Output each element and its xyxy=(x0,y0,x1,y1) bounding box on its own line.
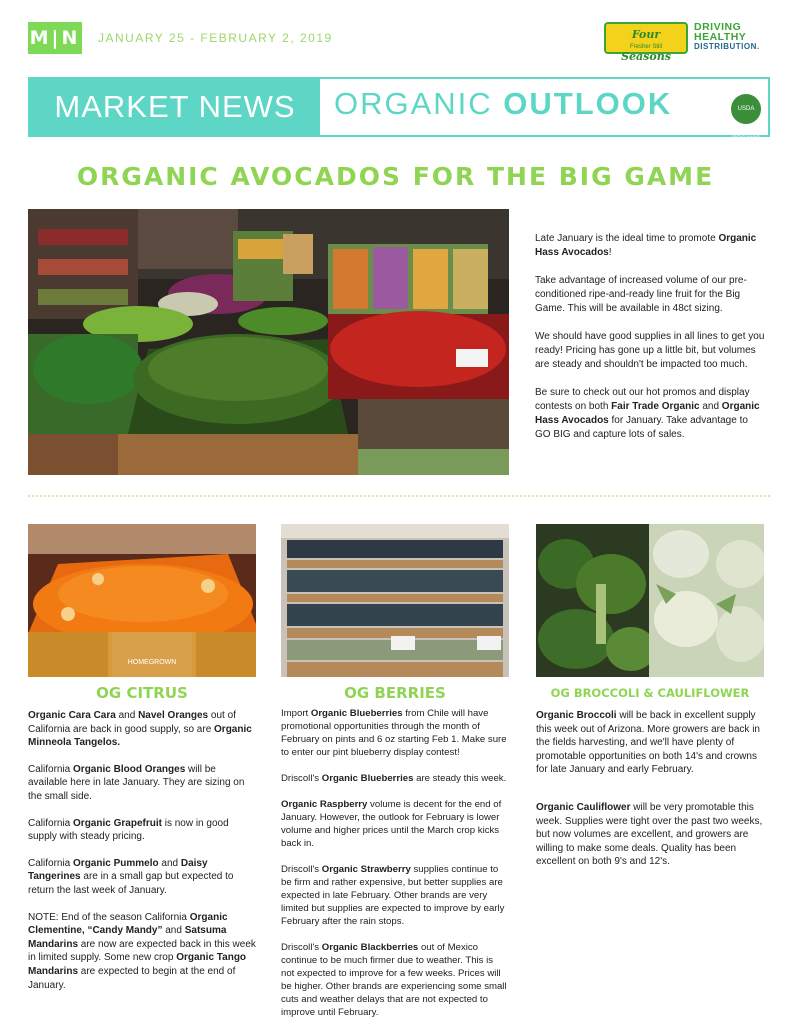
broccoli-paragraph-1: Organic Broccoli will be back in excellent supply this week out of Arizona. More growers are back in the fields harvesting, and we'll have plenty of promotable opportunities on both 14's and crowns for late January and early February. xyxy=(536,710,760,776)
banner-organic: ORGANIC xyxy=(334,86,504,121)
berries-paragraph-2: Driscoll's Organic Blueberries are steady this week. xyxy=(281,773,507,784)
broccoli-paragraph-2: Organic Cauliflower will be very promotable this week. Supplies were tight over the past two weeks, but now volumes are excellent, and growers are willing to make some deals. Quality has been excellent on both 9's and 12's. xyxy=(536,801,763,868)
berries-paragraph-3: Organic Raspberry volume is decent for the end of January. However, the outlook for February is lower volume and higher prices until the March crop kicks back in. xyxy=(281,799,502,849)
usda-organic-seal-icon: USDA ORGANIC xyxy=(730,93,762,125)
citrus-title: OG CITRUS xyxy=(96,684,188,702)
broccoli-cauliflower-photo xyxy=(536,524,764,677)
citrus-paragraph-1: Organic Cara Cara and Navel Oranges out of California are back in good supply, so are Organic Minneola Tangelos. xyxy=(28,710,252,749)
berries-article xyxy=(281,707,509,1032)
citrus-paragraph-5: NOTE: End of the season California Organic Clementine, “Candy Mandy” and Satsuma Mandarins are now are expected back in this week in limited supply. Some new crop Organic Tango Mandarins are expected to begin at the end of January. xyxy=(28,911,256,991)
avocado-display-photo xyxy=(28,209,509,475)
four-seasons-logo-sub: Fresher Still xyxy=(629,44,662,50)
broccoli-title: OG BROCCOLI & CAULIFLOWER xyxy=(550,686,750,700)
berries-paragraph-4: Driscoll's Organic Strawberry supplies continue to be firm and rather expensive, but better supplies are expected in late February. Other brands are very limited but supplies are expected to improve by early February after the rain stops. xyxy=(281,864,505,927)
berries-title: OG BERRIES xyxy=(344,684,446,702)
tagline-line-3: DISTRIBUTION. xyxy=(694,42,760,51)
citrus-paragraph-2: California Organic Blood Oranges will be available here in late January. They are sizing on the small side. xyxy=(28,763,245,802)
issue-date: JANUARY 25 - FEBRUARY 2, 2019 xyxy=(98,31,333,45)
banner-market-news: MARKET NEWS xyxy=(30,79,320,135)
intro-paragraph-1: Late January is the ideal time to promote Organic Hass Avocados! xyxy=(535,233,757,258)
intro-paragraph-4: Be sure to check out our hot promos and display contests on both Fair Trade Organic and Organic Hass Avocados for January. Take advantage to GO BIG and capture lots of sales. xyxy=(535,387,760,440)
intro-paragraph-3: We should have good supplies in all lines to get you ready! Pricing has gone up a little bit, but volumes are steady and shouldn't be impacted too much. xyxy=(535,331,765,370)
section-divider xyxy=(28,495,770,497)
tagline-line-1: DRIVING xyxy=(694,21,742,33)
broccoli-article xyxy=(536,709,764,882)
intro-paragraph-2: Take advantage of increased volume of our pre-conditioned ripe-and-ready line fruit for the Big Game. This will be available in 48ct sizing. xyxy=(535,275,747,314)
page-headline: ORGANIC AVOCADOS FOR THE BIG GAME xyxy=(76,162,715,191)
citrus-article xyxy=(28,709,256,1005)
citrus-paragraph-4: California Organic Pummelo and Daisy Tangerines are in a small gap but expected to return the last week of January. xyxy=(28,857,234,896)
citrus-photo xyxy=(28,524,256,677)
tagline-line-2: HEALTHY xyxy=(694,31,747,43)
berries-paragraph-1: Import Organic Blueberries from Chile will have promotional opportunities through the month of February on pints and 6 oz starting Feb 1. Make sure to enter our pint blueberry display contest! xyxy=(281,708,507,758)
mn-logo: M|N xyxy=(28,22,82,54)
four-seasons-logo: Four Seasons xyxy=(604,22,688,54)
intro-article xyxy=(535,232,765,456)
citrus-paragraph-3: California Organic Grapefruit is now in good supply with steady pricing. xyxy=(28,817,229,843)
banner-organic-outlook xyxy=(334,86,672,122)
tagline xyxy=(694,22,760,52)
crate-label: HOMEGROWN xyxy=(127,659,177,666)
banner-outlook: OUTLOOK xyxy=(503,86,673,121)
berries-photo xyxy=(281,524,509,677)
berries-paragraph-5: Driscoll's Organic Blackberries out of Mexico continue to be much firmer due to weather. This is not expected to improve for a few weeks. Prices will be higher. Other brands are experiencing some small cuts and weather delays that are not expected to improve until February. xyxy=(281,942,507,1018)
